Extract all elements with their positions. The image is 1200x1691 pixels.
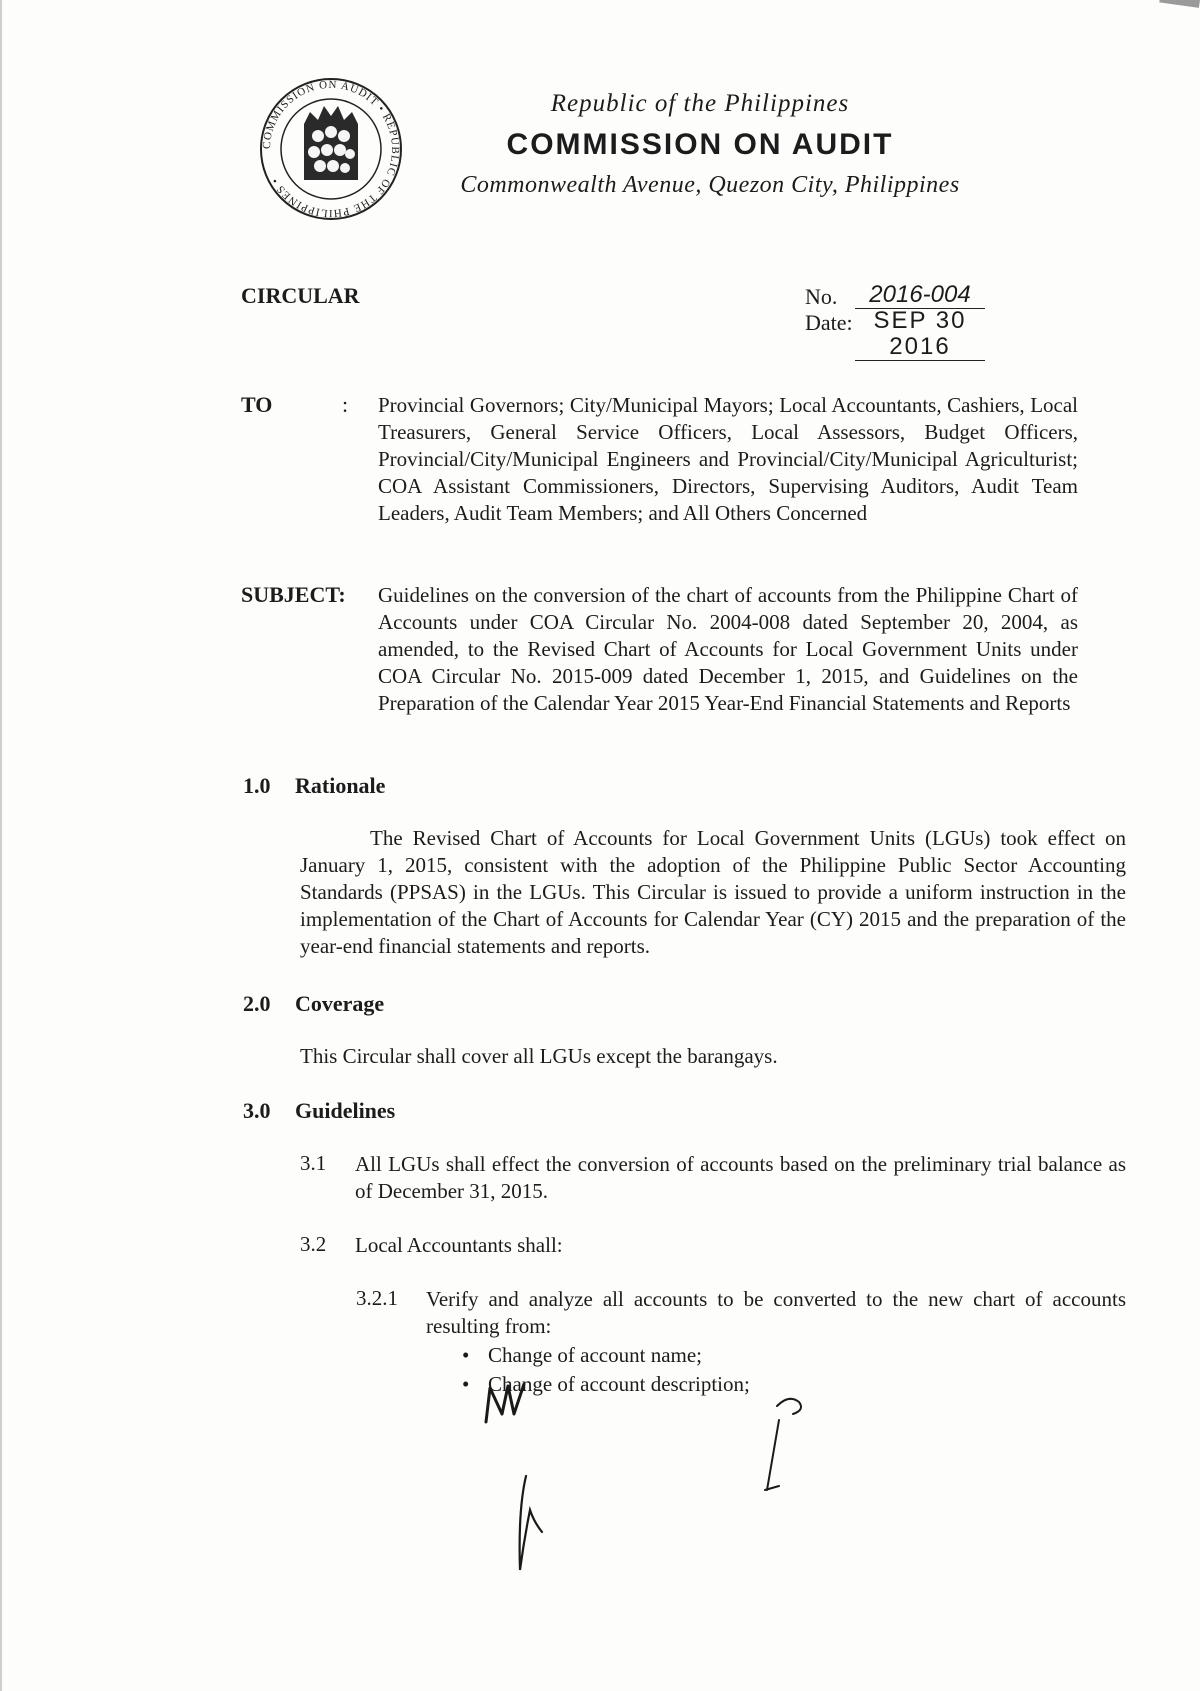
to-label: TO [241, 392, 273, 417]
handwritten-signature-bottom [508, 1470, 558, 1580]
coa-seal-icon [252, 76, 410, 222]
circular-no-label: No. [805, 284, 838, 309]
section-number: 1.0 [243, 773, 271, 798]
rationale-paragraph: The Revised Chart of Accounts for Local Government Units (LGUs) took effect on January 1, 2015, consistent with the adoption of the Philippine Public Sector Accounting Standards (PPSAS) in the LGUs. This Circular is issued to provide a uniform instruction in the implementation of the Chart of Accounts for Calendar Year (CY) 2015 and the preparation of the year-end financial statements and reports. [300, 826, 1126, 958]
circular-date-label: Date: [805, 310, 853, 335]
letterhead-address: Commonwealth Avenue, Quezon City, Philippines [460, 172, 960, 198]
item-number: 3.2 [300, 1232, 327, 1256]
section-title-rationale: Rationale [295, 773, 386, 798]
page-edge [0, 0, 2, 1691]
to-recipients: Provincial Governors; City/Municipal Mayors; Local Accountants, Cashiers, Local Treasurers, General Service Officers, Local Assessors, Budget Officers, Provincial/City/Municipal Engineers and Provincial/City/Municipal Agriculturist; COA Assistant Commissioners, Directors, Supervising Auditors, Audit Team Leaders, Audit Team Members; and All Others Concerned [378, 393, 1078, 525]
subject-label: SUBJECT: [241, 582, 346, 607]
section-number: 3.0 [243, 1098, 271, 1123]
coverage-paragraph: This Circular shall cover all LGUs except the barangays. [300, 1044, 778, 1068]
letterhead-republic: Republic of the Philippines [550, 90, 850, 117]
item-number: 3.1 [300, 1151, 327, 1175]
subject-text: Guidelines on the conversion of the chart of accounts from the Philippine Chart of Accounts under COA Circular No. 2004-008 dated September 20, 2004, as amended, to the Revised Chart of Accounts for Local Government Units under COA Circular No. 2015-009 dated December 1, 2015, and Guidelines on the Preparation of the Calendar Year 2015 Year-End Financial Statements and Reports [378, 583, 1078, 715]
list-item: • Change of account name; [462, 1341, 750, 1370]
section-number: 2.0 [243, 991, 271, 1016]
section-title-coverage: Coverage [295, 991, 385, 1016]
item-number: 3.2.1 [356, 1286, 398, 1310]
item-text: Verify and analyze all accounts to be converted to the new chart of accounts resulting from: [426, 1287, 1126, 1338]
item-text: All LGUs shall effect the conversion of accounts based on the preliminary trial balance as of December 31, 2015. [355, 1152, 1126, 1203]
letterhead-agency: COMMISSION ON AUDIT [506, 128, 894, 161]
list-item: • Change of account description; [462, 1370, 750, 1399]
circular-no-value: 2016-004 [855, 282, 985, 309]
circular-label: CIRCULAR [241, 283, 360, 308]
svg-text:COMMISSION ON AUDIT • REPUBLIC: COMMISSION ON AUDIT • REPUBLIC OF THE PHILIPPINES • [260, 78, 402, 220]
section-title-guidelines: Guidelines [295, 1098, 396, 1123]
scan-corner-mark [1159, 0, 1200, 8]
to-colon: : [342, 392, 349, 417]
handwritten-initials [480, 1378, 540, 1430]
item-text: Local Accountants shall: [355, 1233, 563, 1257]
circular-date-value: SEP 30 2016 [855, 308, 985, 361]
handwritten-signature-right [755, 1390, 825, 1500]
